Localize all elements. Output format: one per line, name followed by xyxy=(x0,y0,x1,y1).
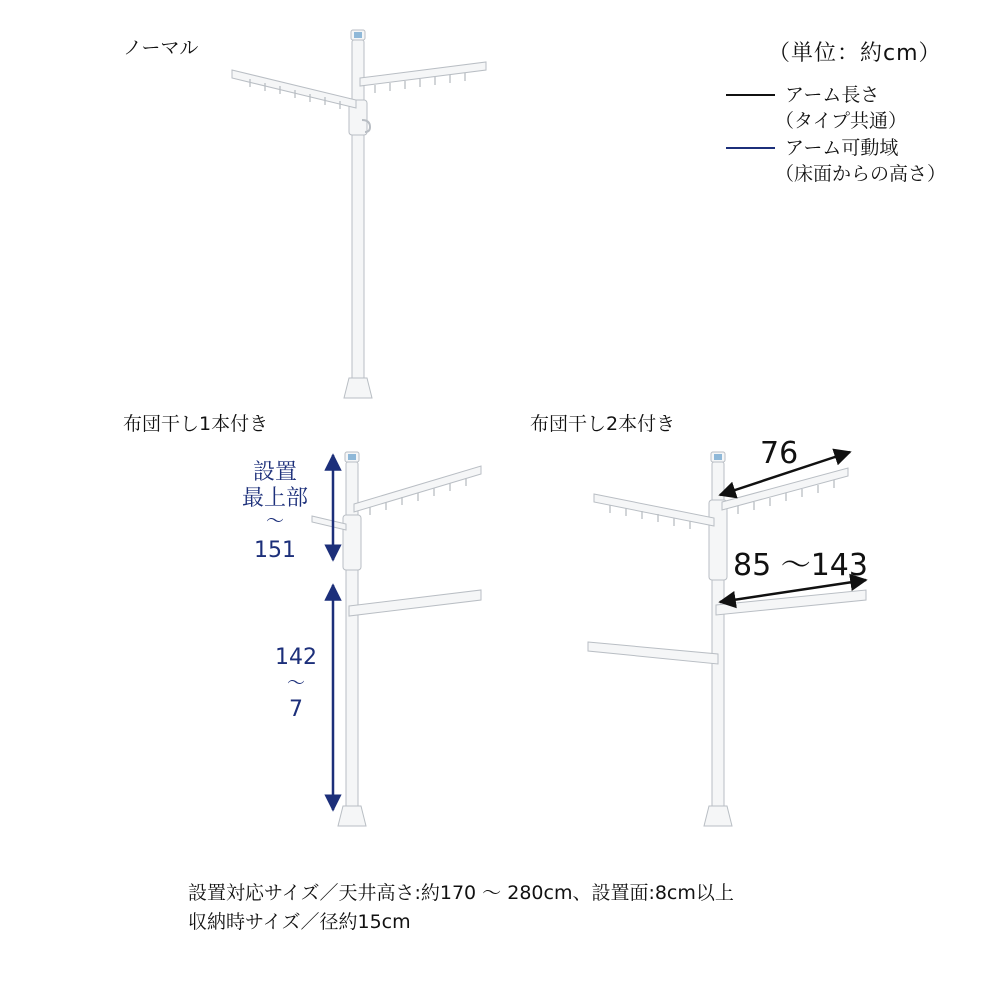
title-futon1: 布団干し1本付き xyxy=(123,413,269,435)
dim-top-value: 151 xyxy=(254,538,296,563)
dim-range-block xyxy=(266,645,326,723)
unit-label: （単位：約cm） xyxy=(768,41,942,66)
spec-footer xyxy=(188,879,734,937)
pole-joint xyxy=(343,515,361,570)
dim-top-wave: ～ xyxy=(266,511,284,532)
arm-left xyxy=(594,494,714,526)
dim-top-label2: 最上部 xyxy=(241,486,308,511)
floor-base xyxy=(704,806,732,826)
legend-arm-length xyxy=(775,82,908,134)
pole xyxy=(352,40,364,385)
legend-arm-range-line1: アーム可動域 xyxy=(785,137,899,159)
normal-rack xyxy=(232,30,486,398)
ceiling-cap-accent xyxy=(348,454,356,460)
dim-top-block xyxy=(240,460,310,564)
legend-arm-range-line2: （床面からの高さ） xyxy=(775,163,947,185)
arm-right xyxy=(360,62,486,86)
legend-arm-length-line1: アーム長さ xyxy=(785,84,880,106)
dim-arm-length: 76 xyxy=(760,436,799,471)
dim-range-bottom: 7 xyxy=(289,697,303,722)
futon-bar-left xyxy=(588,642,718,664)
futon-bar-right xyxy=(716,590,866,615)
spec-install-size: 設置対応サイズ／天井高さ:約170 ～ 280cm、設置面:8cm以上 xyxy=(188,882,734,904)
dim-range-top: 142 xyxy=(275,645,317,670)
futon-bar xyxy=(349,590,481,616)
floor-base xyxy=(338,806,366,826)
title-futon2: 布団干し2本付き xyxy=(530,413,676,435)
arm-left-stub xyxy=(312,516,346,530)
spec-storage-size: 収納時サイズ／径約15cm xyxy=(188,911,411,933)
ceiling-cap-accent xyxy=(714,454,722,460)
futon1-rack xyxy=(312,452,481,826)
legend-arm-length-line2: （タイプ共通） xyxy=(775,110,908,132)
legend-arm-range xyxy=(775,135,947,187)
arm-left xyxy=(232,70,356,108)
arm-right xyxy=(354,466,481,512)
title-normal: ノーマル xyxy=(123,37,199,59)
pole-joint xyxy=(709,500,727,580)
dim-futon-arm-length: 85 ～143 xyxy=(733,548,868,583)
futon2-rack xyxy=(588,452,866,826)
dim-range-wave: ～ xyxy=(287,673,305,694)
floor-base xyxy=(344,378,372,398)
dim-top-label1: 設置 xyxy=(252,460,297,485)
ceiling-cap-accent xyxy=(354,32,362,38)
